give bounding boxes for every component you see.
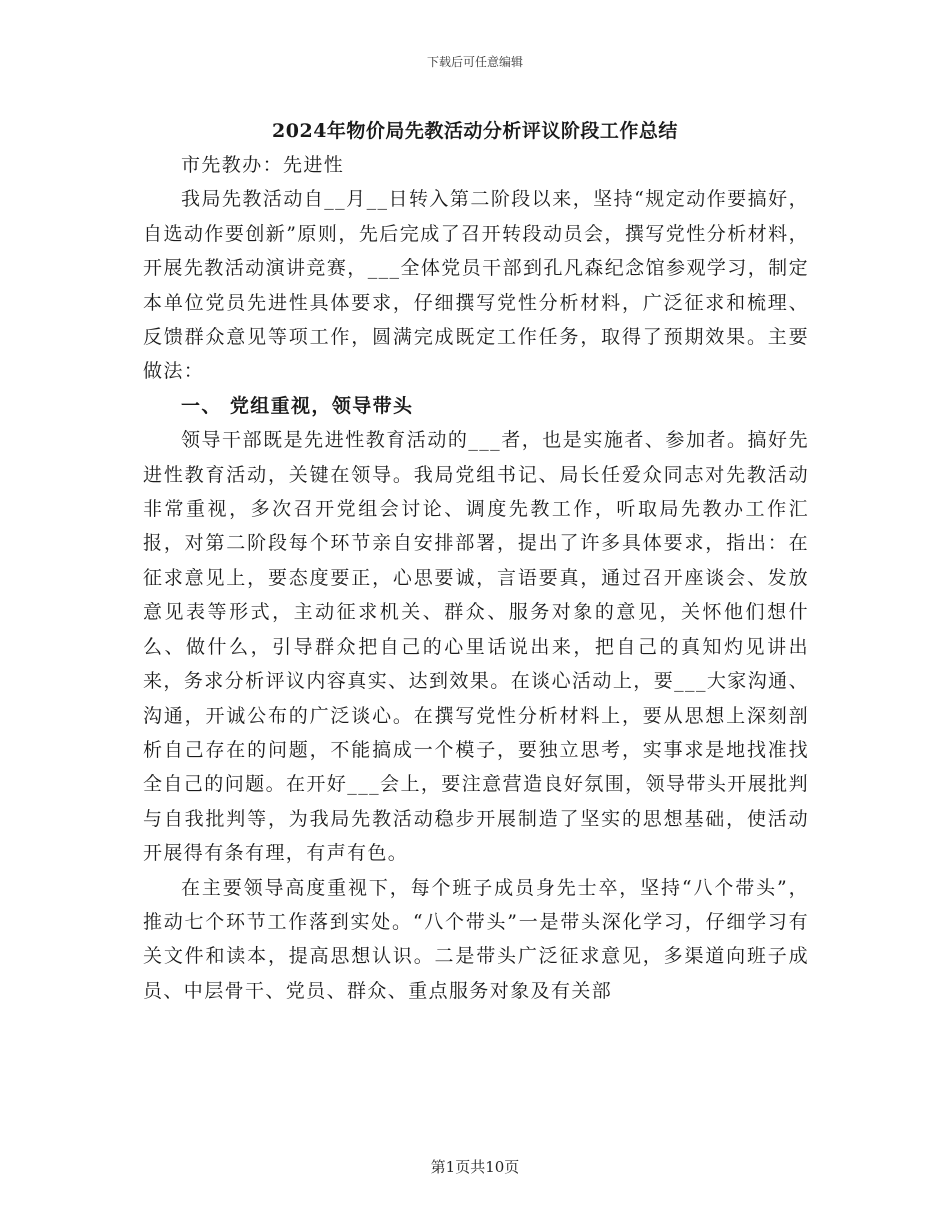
section-heading-1: 一、 党组重视，领导带头 — [181, 394, 414, 417]
paragraph-source: 市先教办：先进性 — [181, 154, 345, 176]
paragraph-leadership: 领导干部既是先进性教育活动的___者，也是实施者、参加者。搞好先进性教育活动，关键在领导。我局党组书记、局长任爱众同志对先教活动非常重视，多次召开党组会讨论、调度先教工作，听取局先教办工作汇报，对第二阶段每个环节亲自安排部署，提出了许多具体要求，指出：在征求意见上，要态度要正，心思要诚，言语要真，通过召开座谈会、发放意见表等形式，主动征求机关、群众、服务对象的意见，关怀他们想什么、做什么，引导群众把自己的心里话说出来，把自己的真知灼见讲出来，务求分析评议内容真实、达到效果。在谈心活动上，要___大家沟通、沟通，开诚公布的广泛谈心。在撰写党性分析材料上，要从思想上深刻剖析自己存在的问题，不能搞成一个模子，要独立思考，实事求是地找准找全自己的问题。在开好___会上，要注意营造良好氛围，领导带头开展批判与自我批判等，为我局先教活动稳步开展制造了坚实的思想基础，使活动开展得有条有理，有声有色。 — [143, 429, 809, 865]
paragraph-intro: 我局先教活动自__月__日转入第二阶段以来，坚持“规定动作要搞好，自选动作要创新”原则，先后完成了召开转段动员会，撰写党性分析材料，开展先教活动演讲竞赛，___全体党员干部到孔凡森纪念馆参观学习，制定本单位党员先进性具体要求，仔细撰写党性分析材料，广泛征求和梳理、反馈群众意见等项工作，圆满完成既定工作任务，取得了预期效果。主要做法： — [143, 188, 809, 383]
page-header-note: 下载后可任意编辑 — [426, 55, 523, 69]
paragraph-eight-leads: 在主要领导高度重视下，每个班子成员身先士卒，坚持“八个带头”，推动七个环节工作落到实处。“八个带头”一是带头深化学习，仔细学习有关文件和读本，提高思想认识。二是带头广泛征求意见，多渠道向班子成员、中层骨干、党员、群众、重点服务对象及有关部 — [143, 876, 809, 1002]
document-title: 2024年物价局先教活动分析评议阶段工作总结 — [272, 120, 678, 142]
page-footer-number: 第1页共10页 — [430, 1158, 520, 1176]
document-body — [143, 148, 809, 1008]
